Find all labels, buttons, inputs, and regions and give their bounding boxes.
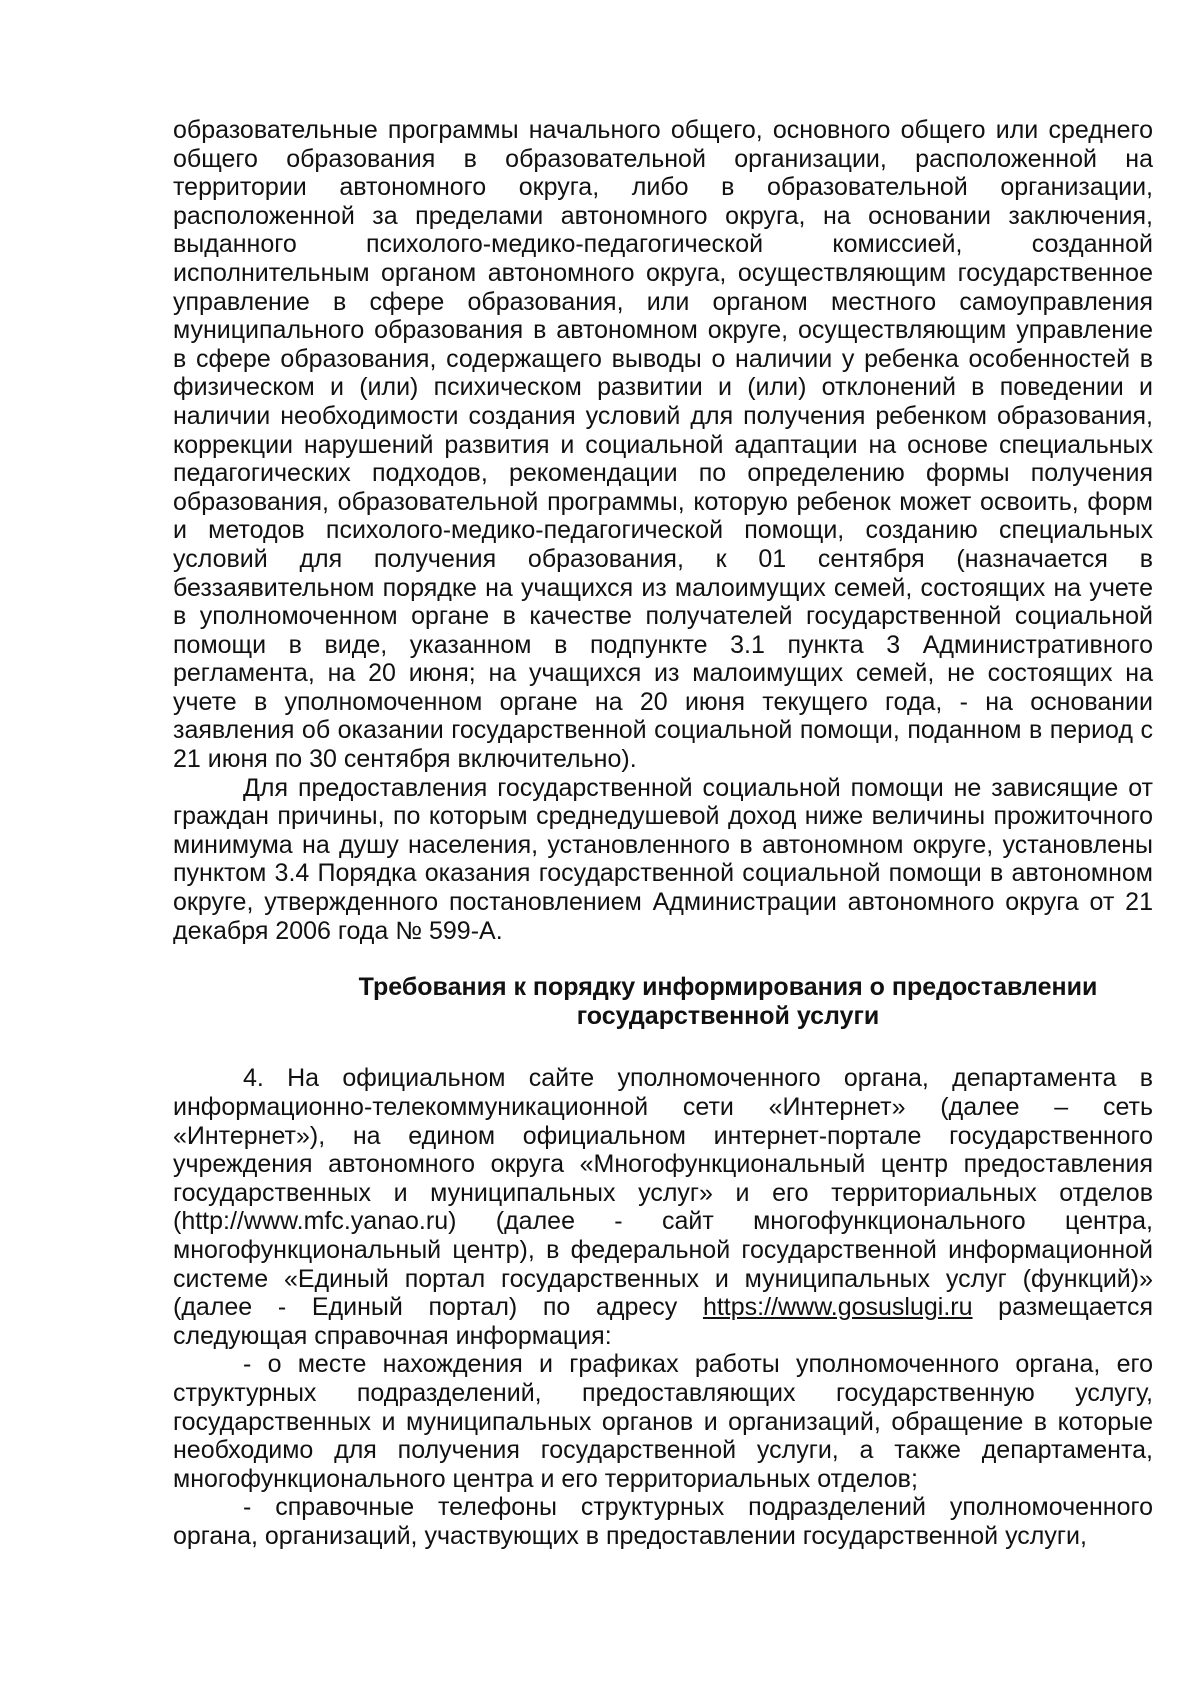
- section-heading: [173, 973, 1153, 1030]
- section-heading-line-1: Требования к порядку информирования о предоставлении: [358, 973, 1098, 1002]
- paragraph-social-assistance-reasons: Для предоставления государственной социальной помощи не зависящие от граждан причины, по которым среднедушевой доход ниже величины прожиточного минимума на душу населения, установленного в автономном округе, установлены пунктом 3.4 Порядка оказания государственной социальной помощи в автономном округе, утвержденного постановлением Администрации автономного округа от 21 декабря 2006 года № 599-А.: [173, 773, 1153, 945]
- paragraph-information-sites-tail: размещается следующая справочная информация:: [173, 1293, 1154, 1350]
- list-item-reference-phones: - справочные телефоны структурных подразделений уполномоченного органа, организаций, участвующих в предоставлении государственной услуги,: [173, 1493, 1153, 1550]
- paragraph-information-sites: [173, 1064, 1153, 1350]
- section-heading-line-2: государственной услуги: [576, 1001, 880, 1030]
- paragraph-continuation: образовательные программы начального общего, основного общего или среднего общего образования в образовательной организации, расположенной на территории автономного округа, либо в образовательной организации, расположенной за пределами автономного округа, на основании заключения, выданного психолого-медико-педагогической комиссией, созданной исполнительным органом автономного округа, осуществляющим государственное управление в сфере образования, или органом местного самоуправления муниципального образования в автономном округе, осуществляющим управление в сфере образования, содержащего выводы о наличии у ребенка особенностей в физическом и (или) психическом развитии и (или) отклонений в поведении и наличии необходимости создания условий для получения ребенком образования, коррекции нарушений развития и социальной адаптации на основе специальных педагогических подходов, рекомендации по определению формы получения образования, образовательной программы, которую ребенок может освоить, форм и методов психолого-медико-педагогической помощи, созданию специальных условий для получения образования, к 01 сентября (назначается в беззаявительном порядке на учащихся из малоимущих семей, состоящих на учете в уполномоченном органе в качестве получателей государственной социальной помощи в виде, указанном в подпункте 3.1 пункта 3 Административного регламента, на 20 июня; на учащихся из малоимущих семей, не состоящих на учете в уполномоченном органе на 20 июня текущего года, - на основании заявления об оказании государственной социальной помощи, поданном в период с 21 июня по 30 сентября включительно).: [173, 116, 1153, 774]
- gosuslugi-link[interactable]: https://www.gosuslugi.ru: [702, 1293, 973, 1322]
- document-body: [173, 116, 1153, 1551]
- paragraph-information-sites-text: 4. На официальном сайте уполномоченного органа, департамента в информационно-телекоммуникационной сети «Интернет» (далее – сеть «Интернет»), на едином официальном интернет-портале государственного учреждения автономного округа «Многофункциональный центр предоставления государственных и муниципальных услуг» и его территориальных отделов (http://www.mfc.yanao.ru) (далее - сайт многофункционального центра, многофункциональный центр), в федеральной государственной информационной системе «Единый портал государственных и муниципальных услуг (функций)» (далее - Единый портал) по адресу: [173, 1064, 1153, 1322]
- list-item-location-schedule: - о месте нахождения и графиках работы уполномоченного органа, его структурных подразделений, предоставляющих государственную услугу, государственных и муниципальных органов и организаций, обращение в которые необходимо для получения государственной услуги, а также департамента, многофункционального центра и его территориальных отделов;: [173, 1350, 1153, 1493]
